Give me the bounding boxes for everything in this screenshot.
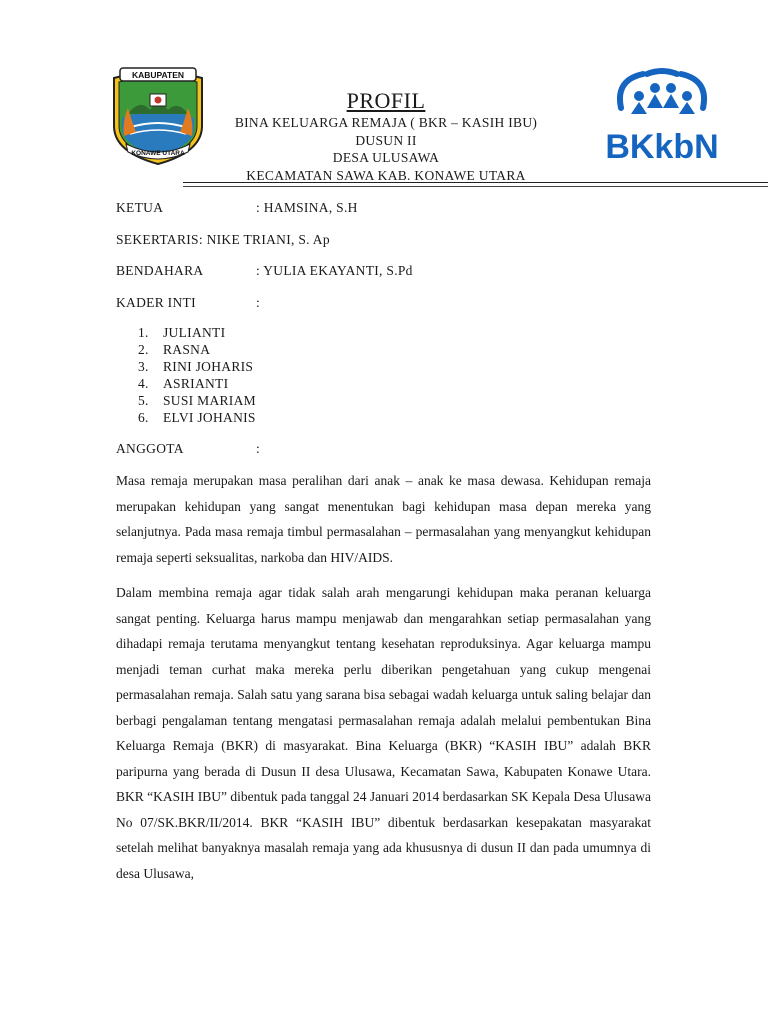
header-line-organization: BINA KELUARGA REMAJA ( BKR – KASIH IBU) xyxy=(234,115,538,130)
bendahara-label: BENDAHARA xyxy=(116,263,204,278)
list-item xyxy=(138,324,256,341)
header-divider-thin xyxy=(183,186,768,187)
bkkbn-logo xyxy=(583,66,741,166)
header-divider-thick xyxy=(183,182,768,183)
kader-inti-row xyxy=(116,295,260,311)
anggota-label: ANGGOTA xyxy=(116,441,184,456)
emblem-top-text: KABUPATEN xyxy=(131,70,185,80)
kader-inti-list xyxy=(138,324,256,426)
list-item xyxy=(138,409,256,426)
paragraph-intro: Masa remaja merupakan masa peralihan dari anak – anak ke masa dewasa. Kehidupan remaja merupakan kehidupan yang sangat menentukan bagi kehidupan masa depan mereka yang selanjutnya. Pada masa remaja timbul permasalahan – permasalahan yang menyangkut kehidupan remaja seperti seksualitas, narkoba dan HIV/AIDS. xyxy=(116,473,651,565)
kader-inti-label: KADER INTI xyxy=(116,295,196,310)
anggota-colon: : xyxy=(256,441,261,456)
list-item-name: ELVI JOHANIS xyxy=(163,410,256,425)
page-title: PROFIL xyxy=(346,88,426,113)
list-item-name: JULIANTI xyxy=(163,325,226,340)
list-item xyxy=(138,341,256,358)
list-item xyxy=(138,392,256,409)
list-item-number: 6. xyxy=(138,410,149,425)
list-item-number: 4. xyxy=(138,376,149,391)
ketua-label: KETUA xyxy=(116,200,164,215)
sekretaris-text: SEKERTARIS: NIKE TRIANI, S. Ap xyxy=(116,232,330,247)
list-item-number: 3. xyxy=(138,359,149,374)
ketua-value: : HAMSINA, S.H xyxy=(256,200,358,215)
list-item-name: RINI JOHARIS xyxy=(163,359,254,374)
header-line-dusun: DUSUN II xyxy=(355,132,417,148)
list-item-name: RASNA xyxy=(163,342,211,357)
sekretaris-row xyxy=(116,232,330,248)
kader-inti-colon: : xyxy=(256,295,261,310)
bkkbn-logo-text: BKkbN xyxy=(605,128,719,166)
bendahara-value: : YULIA EKAYANTI, S.Pd xyxy=(256,263,413,278)
ketua-row xyxy=(116,200,358,216)
emblem-bottom-text: KONAWE UTARA xyxy=(131,150,185,157)
anggota-row xyxy=(116,441,260,457)
document-header xyxy=(180,88,592,184)
header-line-kecamatan: KECAMATAN SAWA KAB. KONAWE UTARA xyxy=(246,167,526,183)
list-item-number: 2. xyxy=(138,342,149,357)
list-item-name: SUSI MARIAM xyxy=(163,393,256,408)
bendahara-row xyxy=(116,263,413,279)
list-item-number: 5. xyxy=(138,393,149,408)
list-item xyxy=(138,358,256,375)
list-item-name: ASRIANTI xyxy=(163,376,229,391)
header-line-desa: DESA ULUSAWA xyxy=(332,150,440,165)
paragraph-bkr: Dalam membina remaja agar tidak salah arah mengarungi kehidupan maka peranan keluarga sangat penting. Keluarga harus mampu menjawab dan mengarahkan setiap permasalahan yang dihadapi remaja terutama menyangkut tentang kesehatan reproduksinya. Agar keluarga mampu menjadi teman curhat maka mereka perlu diberikan pengetahuan yang cukup mengenai permasalahan remaja. Salah satu yang sarana bisa sebagai wadah keluarga untuk saling belajar dan berbagi pengalaman tentang mengatasi permasalahan remaja adalah melalui pembentukan Bina Keluarga Remaja (BKR) di masyarakat. Bina Keluarga (BKR) “KASIH IBU” adalah BKR paripurna yang berada di Dusun II desa Ulusawa, Kecamatan Sawa, Kabupaten Konawe Utara. BKR “KASIH IBU” dibentuk pada tanggal 24 Januari 2014 berdasarkan SK Kepala Desa Ulusawa No 07/SK.BKR/II/2014. BKR “KASIH IBU” dibentuk berdasarkan kesepakatan masyarakat setelah melihat banyaknya masalah remaja yang ada khususnya di dusun II dan pada umumnya di desa Ulusawa, xyxy=(116,585,651,881)
list-item-number: 1. xyxy=(138,325,149,340)
list-item xyxy=(138,375,256,392)
